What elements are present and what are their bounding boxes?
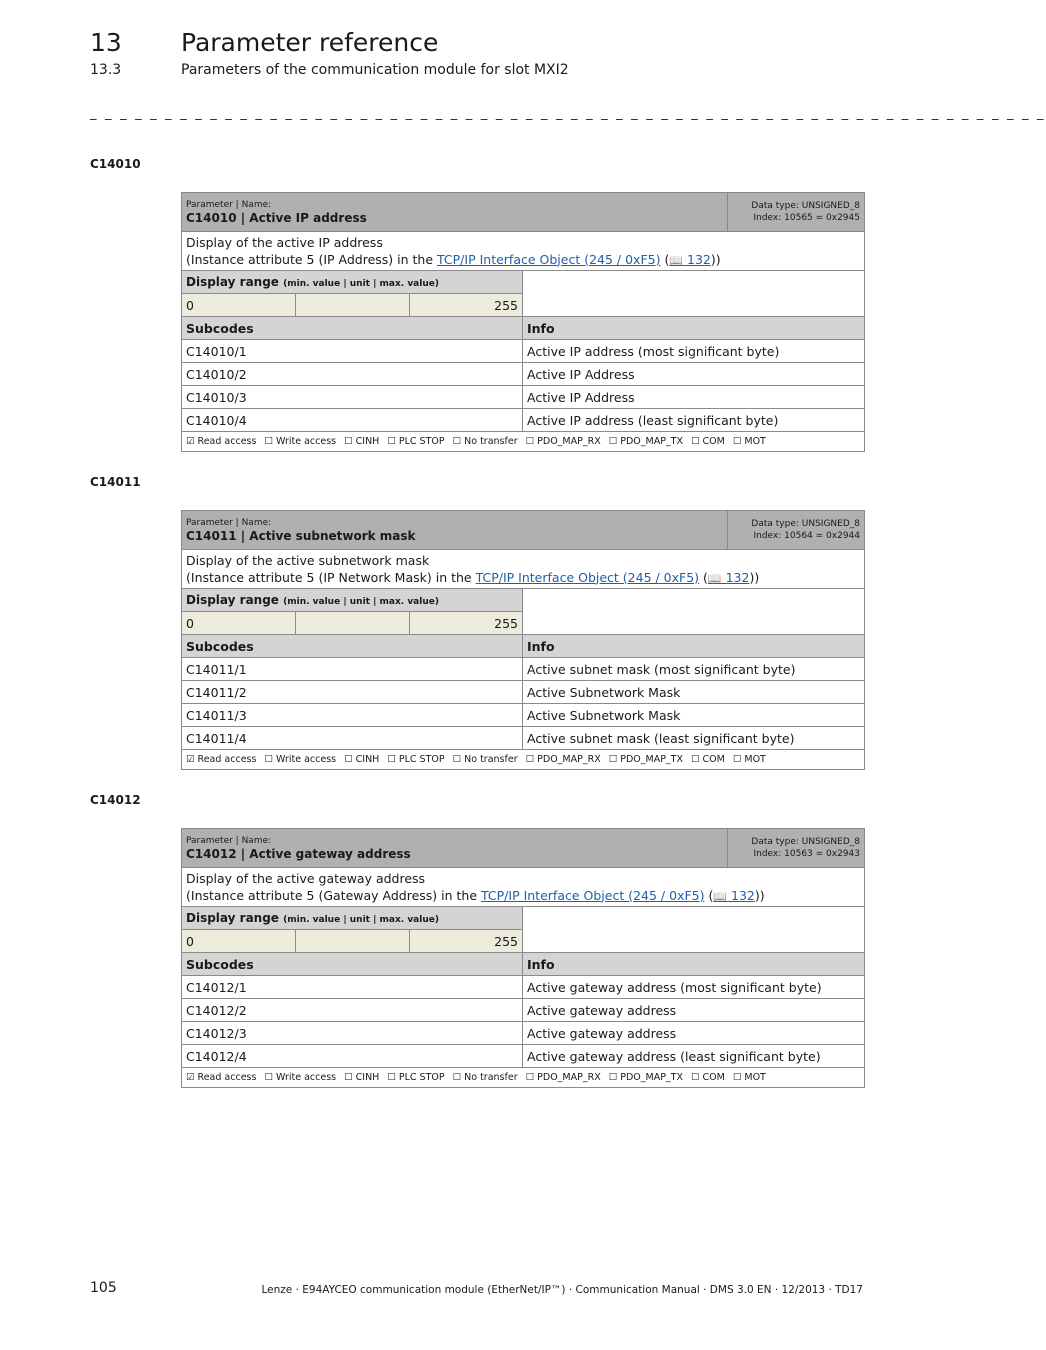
info-header: Info	[523, 635, 865, 658]
page-ref-link[interactable]	[713, 888, 755, 903]
unit-value	[296, 612, 410, 635]
table-row	[182, 1022, 865, 1045]
access-flags	[182, 1068, 865, 1088]
flag-pdo-map-tx: ☐ PDO_MAP_TX	[608, 436, 683, 447]
param-name-cell	[182, 829, 728, 868]
subcode-info: Active gateway address	[523, 999, 865, 1022]
param-description: Display of the active gateway address (Instance attribute 5 (Gateway Address) in the TCP/IP Interface Object (245 / 0xF5) (📖 132))	[182, 868, 865, 907]
flag-no-transfer: ☐ No transfer	[452, 754, 518, 765]
page-ref: 132	[687, 251, 711, 267]
subcode-info: Active IP Address	[523, 363, 865, 386]
table-row	[182, 727, 865, 750]
param-heading: C14010	[90, 157, 141, 171]
param-index: Index: 10564 = 0x2944	[753, 531, 861, 541]
subcode-info: Active gateway address (most significant byte)	[523, 976, 865, 999]
display-range-title: Display range	[186, 911, 279, 925]
book-icon: 📖	[707, 571, 722, 585]
description-line: Display of the active gateway address	[186, 870, 426, 886]
param-heading: C14011	[90, 475, 141, 489]
param-name-label: Parameter | Name:	[186, 517, 272, 528]
flag-pdo-map-rx: ☐ PDO_MAP_RX	[525, 754, 601, 765]
max-value: 255	[410, 294, 523, 317]
param-type-cell	[728, 193, 865, 232]
flag-com: ☐ COM	[691, 436, 725, 447]
subcode: C14010/1	[182, 340, 523, 363]
subcode-info: Active gateway address	[523, 1022, 865, 1045]
book-icon: 📖	[713, 889, 728, 903]
subcode-info: Active subnet mask (least significant byte)	[523, 727, 865, 750]
description-line: Display of the active IP address	[186, 234, 383, 250]
display-range-label	[182, 907, 523, 930]
header-rule: _ _ _ _ _ _ _ _ _ _ _ _ _ _ _ _ _ _ _ _ _ _ _ _ _ _ _ _ _ _ _ _ _ _ _ _ _ _ _ _ _ _ _ _ _ _ _ _ _ _ _ _ _ _ _ _ _ _ _ _ _ _ _ _	[90, 106, 1046, 121]
access-flags	[182, 750, 865, 770]
tcpip-object-link[interactable]: TCP/IP Interface Object (245 / 0xF5)	[475, 569, 700, 585]
access-flags	[182, 432, 865, 452]
param-description: Display of the active subnetwork mask (Instance attribute 5 (IP Network Mask) in the TCP/IP Interface Object (245 / 0xF5) (📖 132))	[182, 550, 865, 589]
chapter-number: 13	[90, 28, 122, 57]
subcodes-header: Subcodes	[182, 953, 523, 976]
flag-plc-stop: ☐ PLC STOP	[387, 1072, 445, 1083]
description-prefix: (Instance attribute 5 (IP Network Mask) in the	[186, 569, 476, 585]
flag-pdo-map-rx: ☐ PDO_MAP_RX	[525, 436, 601, 447]
info-header: Info	[523, 317, 865, 340]
subcode: C14011/1	[182, 658, 523, 681]
display-range-sub: (min. value | unit | max. value)	[283, 915, 439, 925]
param-name: C14011 | Active subnetwork mask	[186, 528, 416, 543]
param-name-label: Parameter | Name:	[186, 835, 272, 846]
subcode: C14011/3	[182, 704, 523, 727]
display-range-empty	[523, 271, 865, 317]
subcode-info: Active Subnetwork Mask	[523, 704, 865, 727]
subcode: C14012/2	[182, 999, 523, 1022]
max-value: 255	[410, 612, 523, 635]
subcode-info: Active gateway address (least significant byte)	[523, 1045, 865, 1068]
page-number: 105	[90, 1280, 117, 1296]
info-header: Info	[523, 953, 865, 976]
flag-mot: ☐ MOT	[732, 1072, 766, 1083]
param-name: C14010 | Active IP address	[186, 210, 367, 225]
min-value: 0	[182, 612, 296, 635]
param-table	[181, 510, 865, 770]
page-ref-link[interactable]	[669, 252, 711, 267]
page-ref: 132	[731, 887, 755, 903]
flag-write-access: ☐ Write access	[264, 754, 337, 765]
subcode: C14010/3	[182, 386, 523, 409]
subcode-info: Active subnet mask (most significant byte)	[523, 658, 865, 681]
subcode-info: Active Subnetwork Mask	[523, 681, 865, 704]
tcpip-object-link[interactable]: TCP/IP Interface Object (245 / 0xF5)	[481, 887, 705, 903]
flag-cinh: ☐ CINH	[344, 1072, 380, 1083]
subcode: C14012/1	[182, 976, 523, 999]
subcodes-header: Subcodes	[182, 317, 523, 340]
subcode: C14012/4	[182, 1045, 523, 1068]
subcode: C14010/4	[182, 409, 523, 432]
subcode-info: Active IP Address	[523, 386, 865, 409]
display-range-label	[182, 589, 523, 612]
table-row	[182, 1045, 865, 1068]
param-heading: C14012	[90, 793, 141, 807]
footer-text: Lenze · E94AYCEO communication module (EtherNet/IP™) · Communication Manual · DMS 3.0 EN · 12/2013 · TD17	[261, 1284, 863, 1296]
flag-plc-stop: ☐ PLC STOP	[387, 754, 445, 765]
section-number: 13.3	[90, 62, 122, 78]
table-row	[182, 363, 865, 386]
flag-pdo-map-tx: ☐ PDO_MAP_TX	[608, 754, 683, 765]
data-type: Data type: UNSIGNED_8	[751, 837, 860, 847]
subcode-info: Active IP address (least significant byte)	[523, 409, 865, 432]
display-range-title: Display range	[186, 275, 279, 289]
flag-plc-stop: ☐ PLC STOP	[387, 436, 445, 447]
display-range-empty	[523, 589, 865, 635]
table-row	[182, 999, 865, 1022]
display-range-empty	[523, 907, 865, 953]
description-prefix: (Instance attribute 5 (Gateway Address) in the	[186, 887, 481, 903]
max-value: 255	[410, 930, 523, 953]
param-type-cell	[728, 511, 865, 550]
page-ref-link[interactable]	[708, 570, 750, 585]
table-row	[182, 681, 865, 704]
param-name-cell	[182, 193, 728, 232]
flag-read-access: ☑ Read access	[186, 754, 257, 765]
param-name: C14012 | Active gateway address	[186, 846, 411, 861]
param-table	[181, 828, 865, 1088]
subcode: C14010/2	[182, 363, 523, 386]
table-row	[182, 340, 865, 363]
flag-no-transfer: ☐ No transfer	[452, 1072, 518, 1083]
flag-cinh: ☐ CINH	[344, 436, 380, 447]
display-range-sub: (min. value | unit | max. value)	[283, 279, 439, 289]
flag-com: ☐ COM	[691, 754, 725, 765]
param-name-label: Parameter | Name:	[186, 199, 272, 210]
flag-read-access: ☑ Read access	[186, 436, 257, 447]
flag-write-access: ☐ Write access	[264, 436, 337, 447]
unit-value	[296, 930, 410, 953]
param-index: Index: 10565 = 0x2945	[753, 213, 860, 223]
flag-com: ☐ COM	[691, 1072, 725, 1083]
table-row	[182, 409, 865, 432]
chapter-title: Parameter reference	[181, 28, 439, 57]
flag-write-access: ☐ Write access	[264, 1072, 337, 1083]
book-icon: 📖	[669, 253, 684, 267]
param-type-cell	[728, 829, 865, 868]
flag-no-transfer: ☐ No transfer	[452, 436, 518, 447]
table-row	[182, 704, 865, 727]
description-prefix: (Instance attribute 5 (IP Address) in the	[186, 251, 438, 267]
subcode-info: Active IP address (most significant byte)	[523, 340, 865, 363]
flag-cinh: ☐ CINH	[344, 754, 380, 765]
min-value: 0	[182, 930, 296, 953]
flag-pdo-map-rx: ☐ PDO_MAP_RX	[525, 1072, 601, 1083]
param-name-cell	[182, 511, 728, 550]
subcodes-header: Subcodes	[182, 635, 523, 658]
description-line: Display of the active subnetwork mask	[186, 552, 430, 568]
section-title: Parameters of the communication module for slot MXI2	[181, 62, 569, 78]
flag-pdo-map-tx: ☐ PDO_MAP_TX	[608, 1072, 683, 1083]
flag-read-access: ☑ Read access	[186, 1072, 257, 1083]
display-range-title: Display range	[186, 593, 279, 607]
flag-mot: ☐ MOT	[732, 436, 766, 447]
param-table	[181, 192, 865, 452]
table-row	[182, 386, 865, 409]
data-type: Data type: UNSIGNED_8	[751, 519, 861, 529]
subcode: C14011/2	[182, 681, 523, 704]
min-value: 0	[182, 294, 296, 317]
display-range-sub: (min. value | unit | max. value)	[283, 597, 439, 607]
page-ref: 132	[725, 569, 750, 585]
tcpip-object-link[interactable]: TCP/IP Interface Object (245 / 0xF5)	[437, 251, 661, 267]
data-type: Data type: UNSIGNED_8	[751, 201, 860, 211]
param-index: Index: 10563 = 0x2943	[753, 849, 860, 859]
param-description: Display of the active IP address (Instance attribute 5 (IP Address) in the TCP/IP Interface Object (245 / 0xF5) (📖 132))	[182, 232, 865, 271]
table-row	[182, 976, 865, 999]
table-row	[182, 658, 865, 681]
subcode: C14012/3	[182, 1022, 523, 1045]
flag-mot: ☐ MOT	[732, 754, 766, 765]
subcode: C14011/4	[182, 727, 523, 750]
unit-value	[296, 294, 410, 317]
display-range-label	[182, 271, 523, 294]
